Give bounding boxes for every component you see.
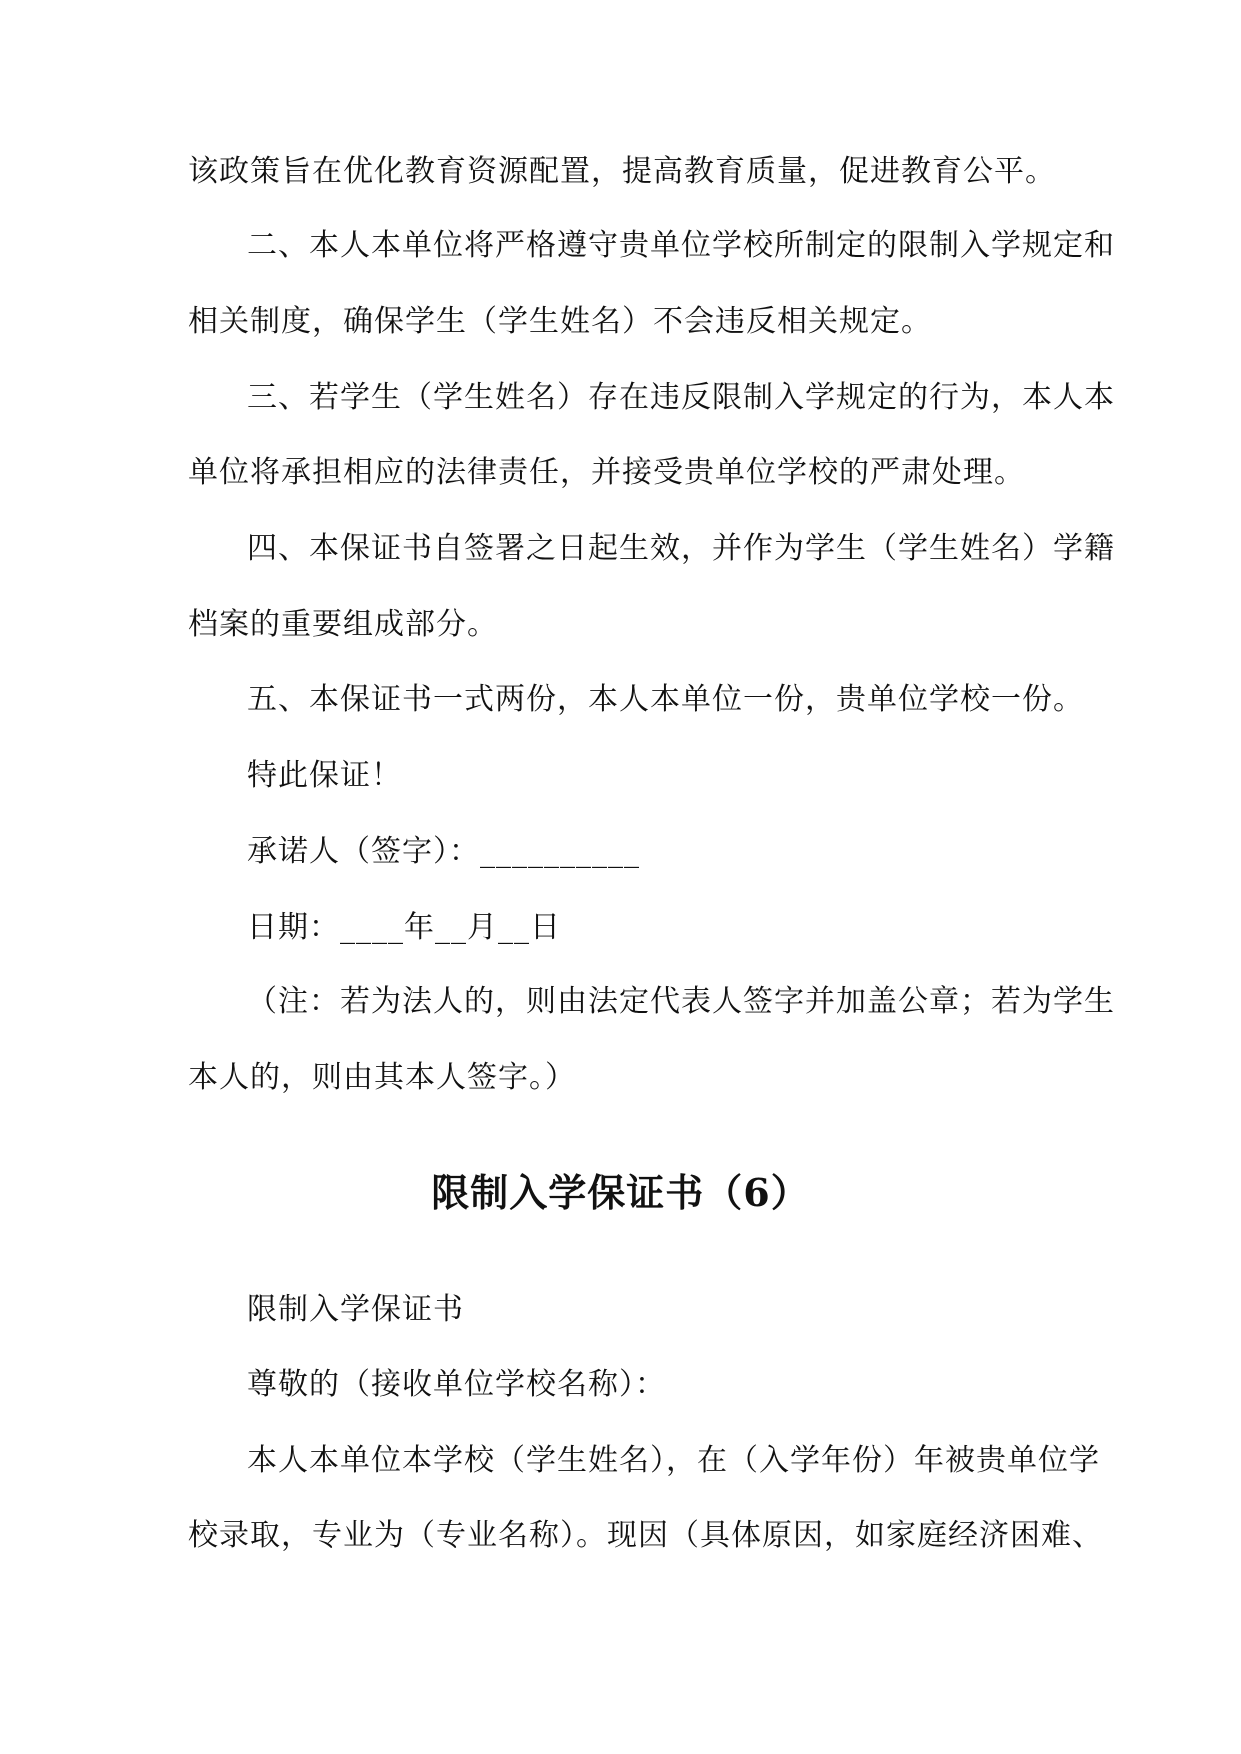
letter-heading: 限制入学保证书 (247, 1292, 464, 1327)
paragraph-line: 该政策旨在优化教育资源配置，提高教育质量，促进教育公平。 (188, 154, 1056, 189)
date-line: 日期：____年__月__日 (247, 910, 561, 945)
paragraph-line: 四、本保证书自签署之日起生效，并作为学生（学生姓名）学籍 (247, 531, 1115, 566)
salutation-line: 尊敬的（接收单位学校名称）： (247, 1367, 666, 1402)
section-title: 限制入学保证书（6） (431, 1170, 810, 1215)
paragraph-line: 五、本保证书一式两份，本人本单位一份，贵单位学校一份。 (247, 682, 1084, 717)
note-line: 本人的，则由其本人签字。） (188, 1060, 576, 1095)
signature-line: 承诺人（签字）：__________ (247, 834, 640, 869)
paragraph-line: 校录取，专业为（专业名称）。现因（具体原因，如家庭经济困难、 (188, 1518, 1103, 1553)
note-line: （注：若为法人的，则由法定代表人签字并加盖公章；若为学生 (247, 984, 1115, 1019)
paragraph-line: 二、本人本单位将严格遵守贵单位学校所制定的限制入学规定和 (247, 228, 1115, 263)
paragraph-line: 档案的重要组成部分。 (188, 607, 498, 642)
paragraph-line: 单位将承担相应的法律责任，并接受贵单位学校的严肃处理。 (188, 455, 1025, 490)
paragraph-line: 相关制度，确保学生（学生姓名）不会违反相关规定。 (188, 304, 932, 339)
paragraph-line: 本人本单位本学校（学生姓名），在（入学年份）年被贵单位学 (247, 1443, 1100, 1478)
paragraph-line: 三、若学生（学生姓名）存在违反限制入学规定的行为，本人本 (247, 380, 1115, 415)
closing-line: 特此保证！ (247, 758, 402, 793)
